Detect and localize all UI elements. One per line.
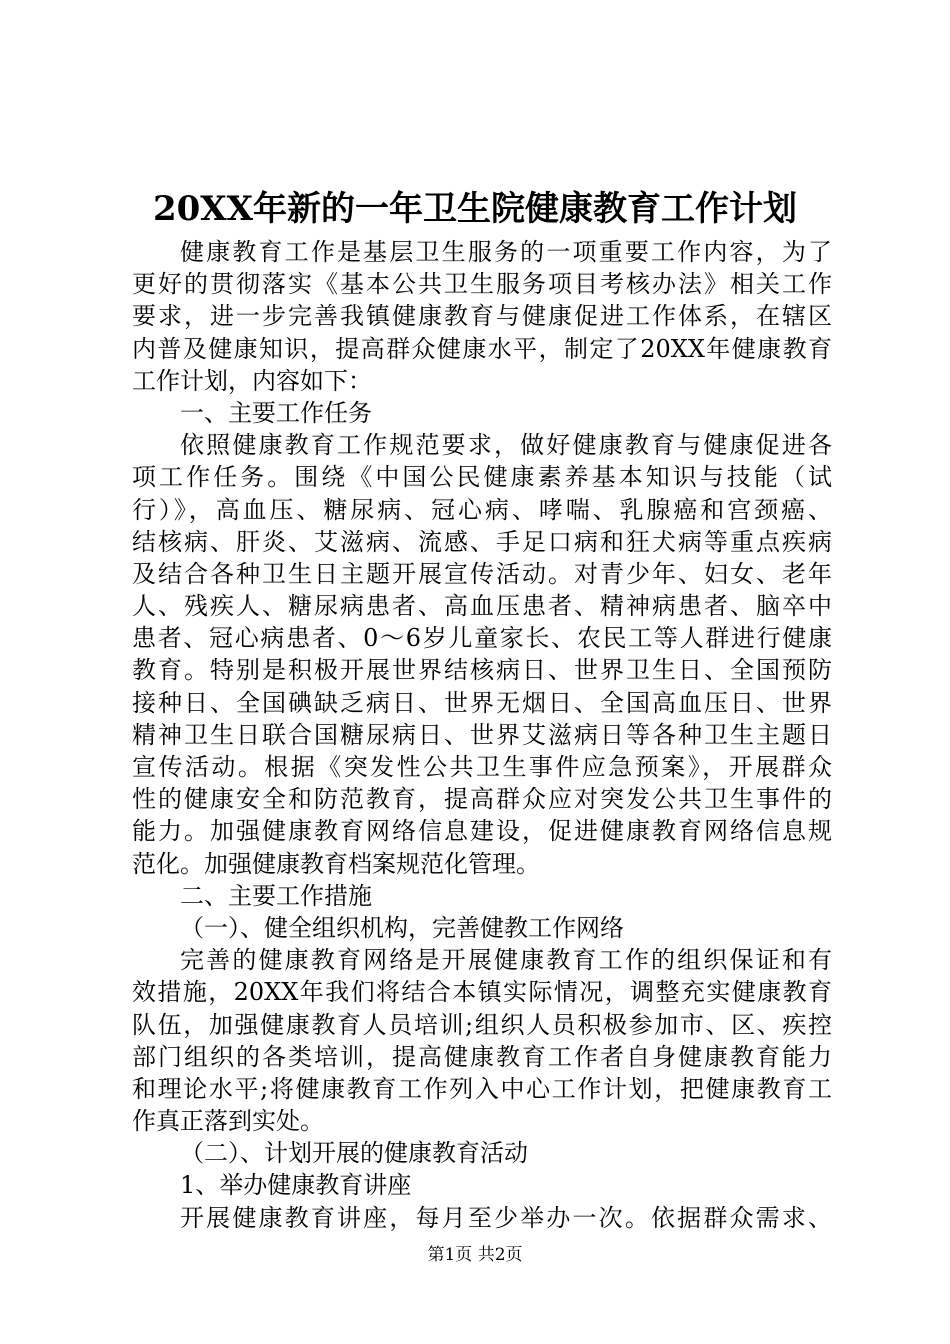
body-line: 项工作任务。围绕《中国公民健康素养基本知识与技能（试	[132, 463, 832, 492]
body-line: 及结合各种卫生日主题开展宣传活动。对青少年、妇女、老年	[132, 559, 832, 588]
body-line: 健康教育工作是基层卫生服务的一项重要工作内容，为了	[180, 238, 832, 266]
body-line: 内普及健康知识，提高群众健康水平，制定了20XX年健康教育	[132, 334, 832, 363]
body-line: 行）》，高血压、糖尿病、冠心病、哮喘、乳腺癌和宫颈癌、	[132, 495, 832, 524]
page-footer: 第1页 共2页	[427, 1245, 523, 1265]
body-line: 作真正落到实处。	[132, 1107, 324, 1136]
body-line: 范化。加强健康教育档案规范化管理。	[132, 849, 540, 878]
body-line: 工作计划，内容如下：	[132, 366, 372, 395]
body-line: 部门组织的各类培训，提高健康教育工作者自身健康教育能力	[132, 1042, 832, 1071]
subsection-heading: （二）、计划开展的健康教育活动	[180, 1139, 528, 1168]
body-line: 结核病、肝炎、艾滋病、流感、手足口病和狂犬病等重点疾病	[132, 527, 832, 556]
body-line: 精神卫生日联合国糖尿病日、世界艾滋病日等各种卫生主题日	[132, 720, 832, 749]
document-body	[132, 236, 832, 1234]
body-line: 和理论水平;将健康教育工作列入中心工作计划，把健康教育工	[132, 1074, 832, 1103]
body-line: 人、残疾人、糖尿病患者、高血压患者、精神病患者、脑卒中	[132, 592, 832, 621]
subsection-heading: （一）、健全组织机构，完善健教工作网络	[180, 913, 624, 942]
body-line: 开展健康教育讲座，每月至少举办一次。依据群众需求、	[180, 1203, 832, 1232]
body-line: 完善的健康教育网络是开展健康教育工作的组织保证和有	[180, 946, 832, 975]
section-heading: 二、主要工作措施	[180, 881, 372, 910]
document-title: 20XX年新的一年卫生院健康教育工作计划	[152, 189, 798, 229]
body-line: 更好的贯彻落实《基本公共卫生服务项目考核办法》相关工作	[132, 270, 832, 299]
body-line: 教育。特别是积极开展世界结核病日、世界卫生日、全国预防	[132, 656, 832, 685]
body-line: 依照健康教育工作规范要求，做好健康教育与健康促进各	[180, 431, 832, 460]
body-line: 能力。加强健康教育网络信息建设，促进健康教育网络信息规	[132, 817, 832, 846]
body-line: 患者、冠心病患者、0～6岁儿童家长、农民工等人群进行健康	[132, 624, 832, 653]
section-heading: 一、主要工作任务	[180, 398, 372, 427]
body-line: 宣传活动。根据《突发性公共卫生事件应急预案》，开展群众	[132, 753, 832, 781]
body-line: 性的健康安全和防范教育，提高群众应对突发公共卫生事件的	[132, 785, 832, 814]
body-line: 接种日、全国碘缺乏病日、世界无烟日、全国高血压日、世界	[132, 688, 832, 717]
body-line: 效措施，20XX年我们将结合本镇实际情况，调整充实健康教育	[132, 978, 832, 1007]
body-line: 要求，进一步完善我镇健康教育与健康促进工作体系，在辖区	[132, 302, 832, 331]
body-line: 队伍，加强健康教育人员培训;组织人员积极参加市、区、疾控	[132, 1010, 832, 1039]
item-heading: 1、举办健康教育讲座	[180, 1171, 412, 1200]
